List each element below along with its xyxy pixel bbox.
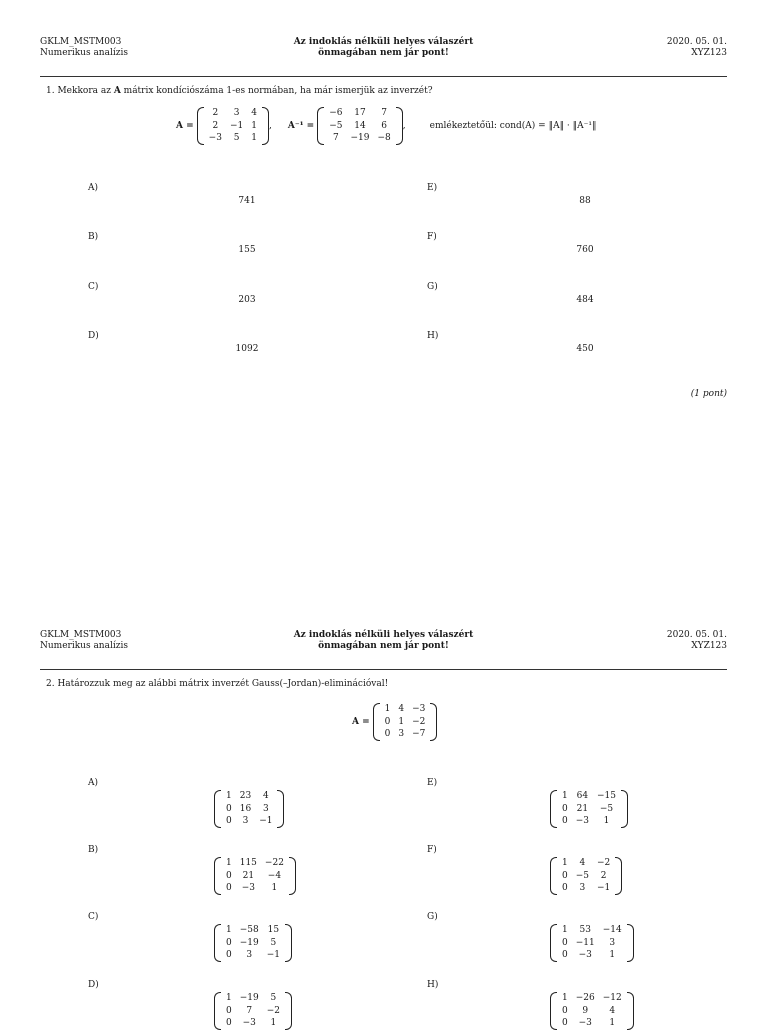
- matrix-cell: 3: [398, 729, 405, 739]
- matrix-cell: 1: [270, 1018, 277, 1028]
- matrix-cell: 1: [226, 791, 232, 801]
- matrix-cell: 0: [562, 950, 568, 960]
- matrix-cell: −8: [377, 133, 391, 143]
- option-letter: E): [427, 778, 438, 788]
- matrix-cell: 1: [603, 816, 610, 826]
- header-rule: [40, 76, 727, 77]
- notice-line1: Az indoklás nélküli helyes válaszért: [293, 630, 474, 640]
- option-value: 450: [576, 344, 594, 354]
- matrix-cell: −2: [266, 1005, 281, 1016]
- option-letter: H): [427, 980, 439, 990]
- matrix-left-paren: [550, 790, 557, 828]
- option-letter: D): [88, 980, 99, 990]
- matrix-cell: 14: [354, 120, 366, 131]
- matrix-right-paren: [289, 857, 296, 895]
- matrix-cell: 2: [212, 108, 219, 118]
- question-2-text: 2. Határozzuk meg az alábbi mátrix inverzét Gauss(–Jordan)-eliminációval!: [46, 679, 389, 689]
- matrix-cell: −58: [239, 925, 259, 935]
- matrix-left-paren: [214, 790, 221, 828]
- option-letter: B): [88, 845, 99, 855]
- option-matrix: [550, 857, 622, 895]
- matrix-cell: 4: [251, 108, 257, 118]
- matrix-cell: 1: [609, 1018, 616, 1028]
- matrix-cell: 3: [242, 816, 249, 826]
- matrix-cell: 23: [239, 791, 252, 801]
- matrix-cell: 0: [384, 729, 391, 739]
- matrix-cell: 0: [226, 816, 232, 826]
- matrix-cell: 0: [226, 1005, 232, 1016]
- matrix-cell: −22: [264, 858, 284, 868]
- matrix-cell: −3: [241, 883, 255, 893]
- matrix-cell: 4: [398, 704, 405, 714]
- question-1-equation: A = 2 3 4 2 −1 1 −3 5 1 , A⁻¹ = −6 17 7 −5 14 6 7 −19 −8 , emlékeztetőül: cond(A) = ‖A‖ · ‖A⁻¹‖: [176, 108, 597, 143]
- matrix-cell: 6: [381, 120, 387, 131]
- option-matrix: [214, 857, 296, 895]
- option-letter: F): [427, 845, 437, 855]
- matrix-cell: 0: [226, 870, 232, 881]
- matrix: [550, 857, 622, 895]
- matrix-left-paren: [197, 107, 204, 145]
- option-value: 741: [238, 196, 256, 206]
- notice-line1: Az indoklás nélküli helyes válaszért: [293, 37, 474, 47]
- matrix-cell: 0: [562, 1018, 568, 1028]
- matrix-cell: 0: [226, 937, 232, 948]
- matrix-cell: 5: [233, 133, 240, 143]
- matrix-cell: 1: [562, 993, 568, 1003]
- matrix-cell: 5: [270, 937, 277, 948]
- matrix-cell: 2: [212, 120, 219, 131]
- matrix-a: [197, 107, 269, 145]
- matrix-cell: 0: [384, 716, 391, 727]
- matrix-right-paren: [615, 857, 622, 895]
- matrix-body: [558, 924, 626, 962]
- matrix-cell: 0: [562, 937, 568, 948]
- matrix-cell: 9: [582, 1005, 589, 1016]
- question-1-text: 1. Mekkora az A mátrix kondíciószáma 1-es normában, ha már ismerjük az inverzét?: [46, 86, 433, 96]
- option-matrix: [550, 924, 634, 962]
- matrix-cell: −11: [575, 937, 595, 948]
- matrix-cell: 64: [576, 791, 589, 801]
- matrix-right-paren: [285, 924, 292, 962]
- matrix-cell: −3: [578, 1018, 592, 1028]
- matrix-cell: −3: [578, 950, 592, 960]
- matrix-cell: 1: [251, 120, 257, 131]
- matrix: [214, 924, 292, 962]
- matrix-cell: −5: [329, 120, 343, 131]
- question-1-points: (1 pont): [690, 389, 727, 399]
- matrix-cell: 115: [239, 858, 257, 868]
- matrix-cell: 7: [381, 108, 387, 118]
- matrix-cell: −26: [575, 993, 595, 1003]
- matrix-right-paren: [621, 790, 628, 828]
- option-matrix: [550, 790, 628, 828]
- matrix: [550, 924, 634, 962]
- option-letter: A): [88, 778, 99, 788]
- matrix-cell: −3: [575, 816, 590, 826]
- matrix-cell: 3: [246, 950, 253, 960]
- option-value: 760: [576, 245, 594, 255]
- option-letter: F): [427, 232, 437, 242]
- option-letter: E): [427, 183, 438, 193]
- option-letter: A): [88, 183, 99, 193]
- matrix-cell: −19: [239, 937, 259, 948]
- matrix-a: [373, 703, 438, 741]
- option-matrix: [214, 790, 284, 828]
- matrix-cell: −19: [239, 993, 259, 1003]
- matrix-cell: −12: [602, 993, 622, 1003]
- matrix-a-label: A =: [352, 716, 370, 727]
- option-letter: G): [427, 282, 438, 292]
- matrix-body: [222, 924, 284, 962]
- matrix-body: [558, 790, 620, 828]
- matrix-cell: 0: [562, 816, 568, 826]
- matrix-right-paren: [277, 790, 284, 828]
- matrix-cell: −6: [329, 108, 343, 118]
- matrix-cell: −1: [597, 883, 611, 893]
- matrix-cell: 1: [226, 925, 232, 935]
- matrix-cell: 3: [262, 803, 269, 814]
- option-letter: H): [427, 331, 439, 341]
- matrix-ainv: [317, 107, 403, 145]
- matrix-cell: 1: [609, 950, 616, 960]
- matrix-cell: 0: [226, 803, 232, 814]
- exam-date: 2020. 05. 01.: [666, 37, 727, 47]
- matrix-cell: 4: [579, 858, 586, 868]
- header-notice: [40, 37, 727, 59]
- reminder-text: emlékeztetőül: cond(A) = ‖A‖ · ‖A⁻¹‖: [429, 120, 597, 131]
- option-letter: C): [88, 282, 99, 292]
- matrix-left-paren: [373, 703, 380, 741]
- matrix-cell: 21: [242, 870, 255, 881]
- matrix-right-paren: [627, 924, 634, 962]
- option-letter: G): [427, 912, 438, 922]
- header-right: [667, 37, 727, 59]
- matrix-cell: 1: [271, 883, 278, 893]
- option-value: 88: [579, 196, 591, 206]
- matrix-cell: 0: [562, 883, 568, 893]
- matrix-cell: 4: [609, 1005, 616, 1016]
- matrix-cell: 17: [354, 108, 366, 118]
- matrix-cell: −5: [599, 803, 614, 814]
- notice-line2: önmagában nem jár pont!: [318, 48, 449, 58]
- matrix-a-label: A =: [176, 120, 194, 131]
- matrix-right-paren: [262, 107, 269, 145]
- matrix-cell: 1: [562, 858, 568, 868]
- matrix-cell: 0: [226, 883, 232, 893]
- matrix-right-paren: [430, 703, 437, 741]
- matrix-left-paren: [214, 857, 221, 895]
- matrix: [214, 790, 284, 828]
- option-value: 203: [238, 295, 256, 305]
- matrix-cell: 1: [398, 716, 405, 727]
- matrix-cell: 1: [226, 993, 232, 1003]
- matrix-cell: −14: [602, 925, 622, 935]
- matrix-cell: 1: [251, 133, 257, 143]
- matrix-cell: −5: [575, 870, 590, 881]
- matrix-ainv-label: A⁻¹ =: [287, 120, 315, 131]
- matrix-cell: 5: [270, 993, 277, 1003]
- matrix-cell: −2: [597, 858, 611, 868]
- page2-header: [40, 630, 727, 660]
- matrix-body: [222, 857, 288, 895]
- matrix-cell: −3: [242, 1018, 256, 1028]
- matrix-cell: −4: [267, 870, 282, 881]
- matrix-cell: 1: [384, 704, 391, 714]
- matrix-cell: 0: [226, 950, 232, 960]
- matrix-body: [325, 107, 395, 145]
- matrix-cell: 15: [267, 925, 280, 935]
- matrix-body: [558, 857, 614, 895]
- matrix-cell: 21: [576, 803, 589, 814]
- option-value: 1092: [235, 344, 259, 354]
- matrix-cell: −1: [229, 120, 244, 131]
- matrix-left-paren: [550, 857, 557, 895]
- matrix-body: [381, 703, 430, 741]
- matrix-left-paren: [317, 107, 324, 145]
- matrix-cell: 1: [562, 791, 568, 801]
- header-notice: [40, 630, 727, 652]
- matrix-body: [222, 790, 276, 828]
- exam-date: 2020. 05. 01.: [666, 630, 727, 640]
- matrix-cell: −1: [259, 816, 273, 826]
- exam-code: XYZ123: [691, 48, 727, 58]
- matrix-cell: 0: [562, 1005, 568, 1016]
- option-letter: D): [88, 331, 99, 341]
- page1-header: [40, 37, 727, 67]
- course-code: GKLM_MSTM003: [40, 37, 122, 47]
- matrix-cell: 53: [579, 925, 591, 935]
- matrix-cell: 2: [600, 870, 607, 881]
- matrix-cell: −1: [266, 950, 281, 960]
- matrix-cell: 1: [226, 858, 232, 868]
- course-code: GKLM_MSTM003: [40, 630, 122, 640]
- matrix-cell: 0: [226, 1018, 232, 1028]
- matrix-cell: 0: [562, 803, 568, 814]
- matrix-cell: 7: [246, 1005, 253, 1016]
- matrix: [214, 857, 296, 895]
- matrix-cell: −19: [350, 133, 370, 143]
- course-name: Numerikus analízis: [40, 48, 128, 58]
- header-right: [667, 630, 727, 652]
- matrix-right-paren: [396, 107, 403, 145]
- matrix-left-paren: [214, 924, 221, 962]
- matrix-left-paren: [550, 924, 557, 962]
- matrix: [550, 790, 628, 828]
- matrix-cell: −3: [412, 704, 426, 714]
- course-name: Numerikus analízis: [40, 641, 128, 651]
- question-2-equation: [352, 703, 437, 741]
- option-letter: C): [88, 912, 99, 922]
- matrix-cell: −3: [208, 133, 222, 143]
- option-value: 484: [576, 295, 594, 305]
- matrix-cell: 7: [332, 133, 339, 143]
- option-matrix: [214, 924, 292, 962]
- matrix-cell: 3: [579, 883, 586, 893]
- matrix-cell: 4: [262, 791, 269, 801]
- option-letter: B): [88, 232, 99, 242]
- matrix-cell: −2: [412, 716, 426, 727]
- matrix-cell: 3: [609, 937, 616, 948]
- matrix-cell: −7: [412, 729, 426, 739]
- header-rule: [40, 669, 727, 670]
- matrix-cell: 16: [239, 803, 252, 814]
- matrix-cell: 3: [233, 108, 240, 118]
- notice-line2: önmagában nem jár pont!: [318, 641, 449, 651]
- matrix-cell: −15: [597, 791, 617, 801]
- exam-code: XYZ123: [691, 641, 727, 651]
- matrix-cell: 1: [562, 925, 568, 935]
- matrix-cell: 0: [562, 870, 568, 881]
- matrix-body: [205, 107, 261, 145]
- option-value: 155: [238, 245, 256, 255]
